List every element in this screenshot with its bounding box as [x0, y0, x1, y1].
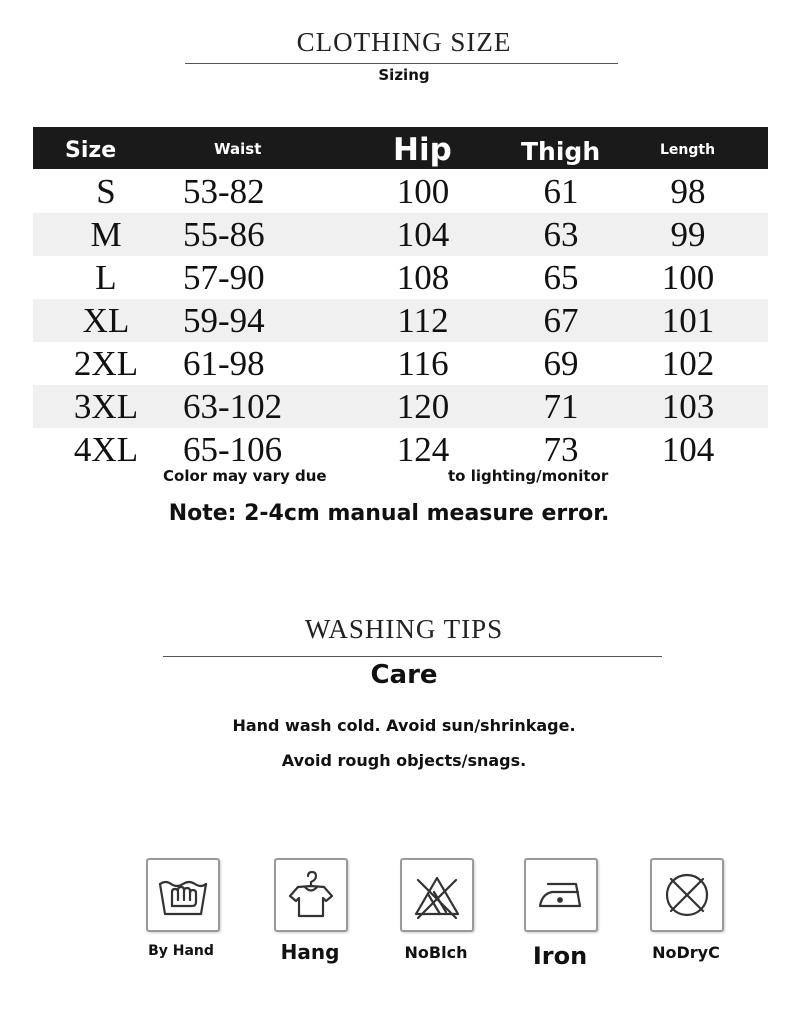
header-hip: Hip	[393, 132, 452, 168]
header-size: Size	[65, 138, 117, 163]
cell-waist: 63-102	[183, 387, 283, 426]
header-length: Length	[660, 142, 716, 158]
care-tip: Hand wash cold. Avoid sun/shrinkage.	[232, 716, 576, 735]
cell-size: L	[95, 258, 117, 297]
header-waist: Waist	[214, 140, 262, 158]
cell-hip: 100	[396, 172, 450, 211]
no-bleach-icon	[400, 858, 474, 932]
hand-wash-label: By Hand	[148, 943, 214, 959]
cell-thigh: 71	[543, 387, 579, 426]
iron-icon	[524, 858, 598, 932]
header-thigh: Thigh	[521, 137, 601, 166]
hang-dry-label: Hang	[280, 940, 340, 964]
cell-thigh: 61	[543, 172, 579, 211]
cell-hip: 124	[396, 430, 450, 469]
table-row	[33, 342, 768, 385]
color-note-start: Color may vary due	[163, 467, 327, 485]
washing-title: WASHING TIPS	[304, 614, 504, 644]
iron-label: Iron	[532, 942, 588, 970]
cell-length: 99	[670, 215, 706, 254]
no-dry-clean-icon	[650, 858, 724, 932]
cell-thigh: 69	[543, 344, 579, 383]
color-note-end: to lighting/monitor	[448, 467, 609, 485]
table-row	[33, 428, 768, 471]
hang-dry-icon	[274, 858, 348, 932]
measure-error-note: Note: 2-4cm manual measure error.	[168, 501, 610, 526]
size-table-header	[33, 127, 768, 169]
cell-size: XL	[82, 301, 130, 340]
table-row	[33, 256, 768, 299]
no-bleach-label: NoBlch	[404, 943, 468, 962]
cell-thigh: 73	[543, 430, 579, 469]
cell-hip: 120	[396, 387, 450, 426]
cell-hip: 108	[396, 258, 450, 297]
table-row	[33, 170, 768, 213]
cell-length: 103	[661, 387, 715, 426]
cell-length: 98	[670, 172, 706, 211]
no-dry-clean-label: NoDryC	[652, 943, 720, 962]
table-row	[33, 213, 768, 256]
sizing-title-divider	[185, 63, 618, 64]
cell-waist: 57-90	[183, 258, 265, 297]
cell-hip: 112	[397, 301, 449, 340]
cell-size: M	[90, 215, 122, 254]
care-tip: Avoid rough objects/snags.	[281, 751, 527, 770]
hand-wash-icon	[146, 858, 220, 932]
sizing-title: CLOTHING SIZE	[296, 27, 512, 57]
cell-thigh: 67	[543, 301, 579, 340]
cell-size: 3XL	[73, 387, 139, 426]
cell-size: 2XL	[73, 344, 139, 383]
cell-hip: 116	[397, 344, 449, 383]
cell-length: 104	[661, 430, 715, 469]
cell-hip: 104	[396, 215, 450, 254]
table-row	[33, 299, 768, 342]
cell-length: 102	[661, 344, 715, 383]
cell-thigh: 65	[543, 258, 579, 297]
washing-title-divider	[163, 656, 662, 657]
cell-waist: 61-98	[183, 344, 265, 383]
cell-waist: 59-94	[183, 301, 265, 340]
cell-size: 4XL	[73, 430, 139, 469]
table-row	[33, 385, 768, 428]
cell-waist: 55-86	[183, 215, 265, 254]
sizing-subtitle: Sizing	[378, 66, 430, 84]
care-subtitle: Care	[370, 660, 438, 690]
cell-waist: 53-82	[183, 172, 265, 211]
cell-waist: 65-106	[183, 430, 283, 469]
cell-thigh: 63	[543, 215, 579, 254]
cell-length: 101	[661, 301, 715, 340]
cell-length: 100	[661, 258, 715, 297]
cell-size: S	[96, 172, 116, 211]
